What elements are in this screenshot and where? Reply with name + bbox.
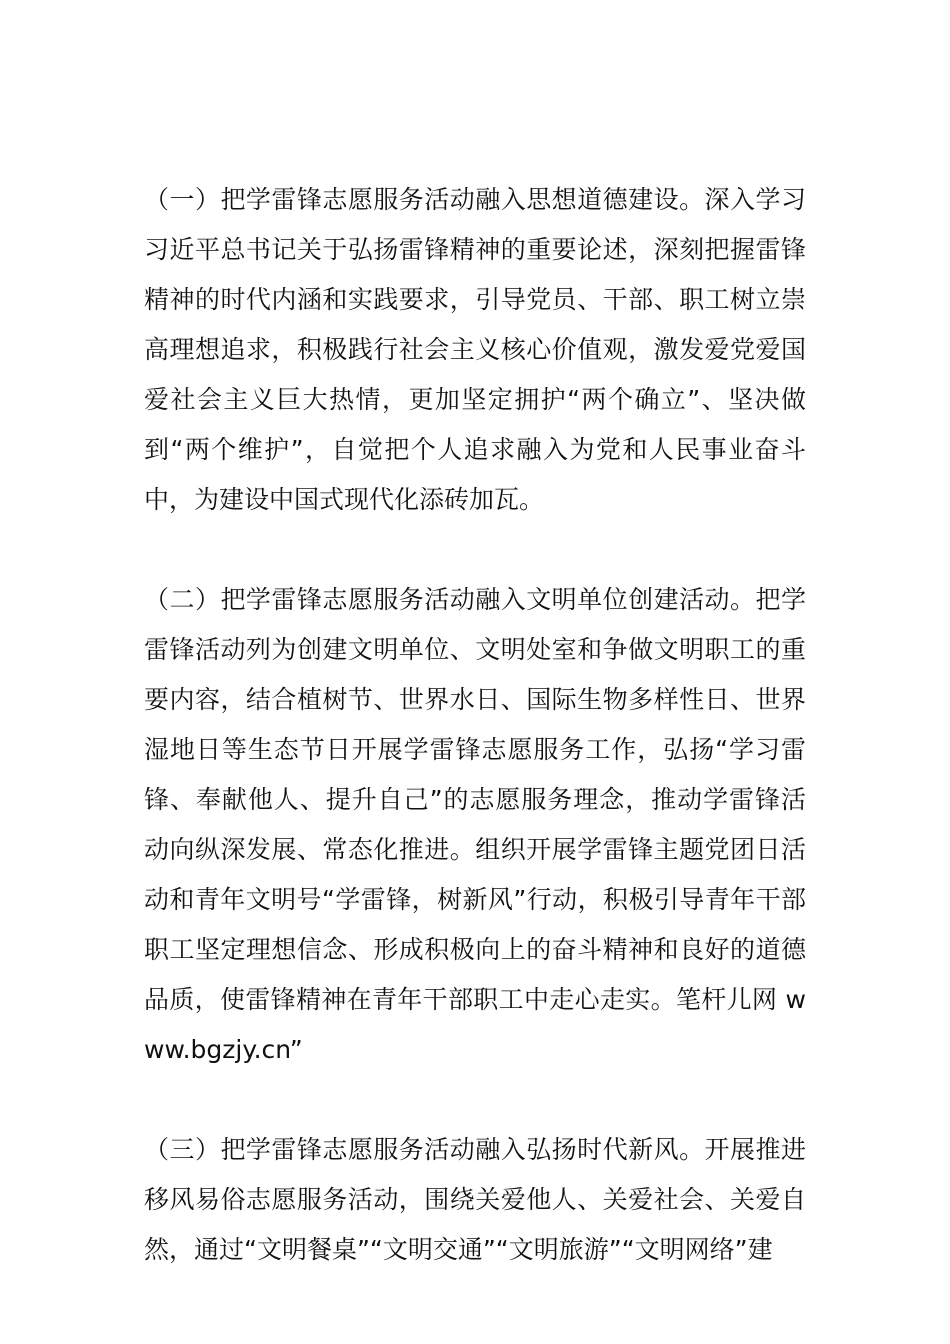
paragraph-2: （二）把学雷锋志愿服务活动融入文明单位创建活动。把学雷锋活动列为创建文明单位、文明处室和争做文明职工的重要内容，结合植树节、世界水日、国际生物多样性日、世界湿地日等生态节日开展学雷锋志愿服务工作，弘扬“学习雷锋、奉献他人、提升自己”的志愿服务理念，推动学雷锋活动向纵深发展、常态化推进。组织开展学雷锋主题党团日活动和青年文明号“学雷锋，树新风”行动，积极引导青年干部职工坚定理想信念、形成积极向上的奋斗精神和良好的道德品质，使雷锋精神在青年干部职工中走心走实。笔杆儿网 www.bgzjy.cn”	[144, 585, 806, 1064]
document-body	[144, 175, 806, 1325]
paragraph-1: （一）把学雷锋志愿服务活动融入思想道德建设。深入学习习近平总书记关于弘扬雷锋精神的重要论述，深刻把握雷锋精神的时代内涵和实践要求，引导党员、干部、职工树立崇高理想追求，积极践行社会主义核心价值观，激发爱党爱国爱社会主义巨大热情，更加坚定拥护“两个确立”、坚决做到“两个维护”，自觉把个人追求融入为党和人民事业奋斗中，为建设中国式现代化添砖加瓦。	[144, 185, 806, 514]
paragraph-3: （三）把学雷锋志愿服务活动融入弘扬时代新风。开展推进移风易俗志愿服务活动，围绕关爱他人、关爱社会、关爱自然，通过“文明餐桌”“文明交通”“文明旅游”“文明网络”建	[144, 1135, 806, 1264]
